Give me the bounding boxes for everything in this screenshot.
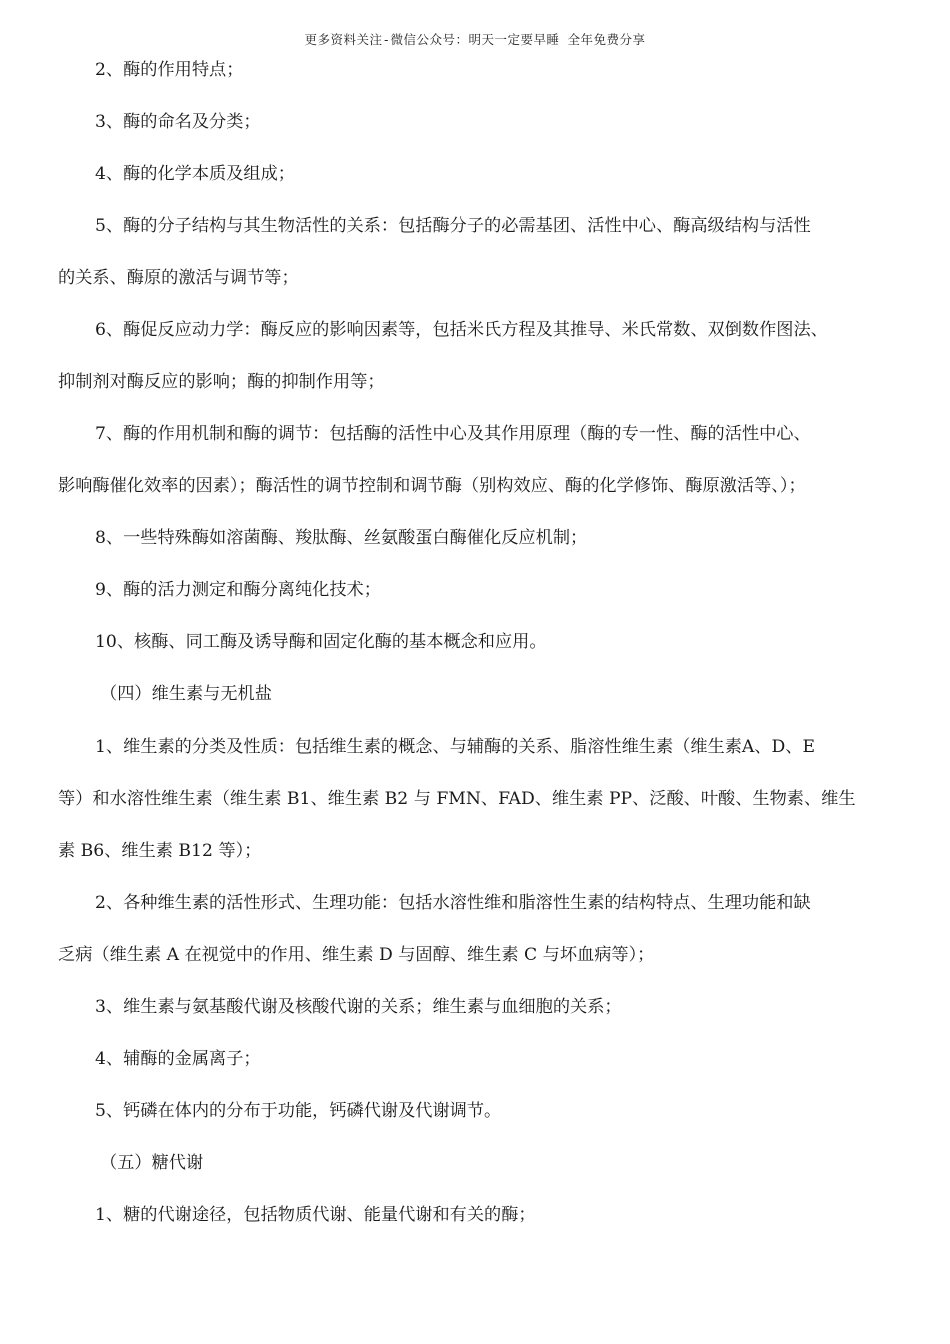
list-item-continuation: 影响酶催化效率的因素）；酶活性的调节控制和调节酶（别构效应、酶的化学修饰、酶原激活等、）；	[58, 476, 806, 496]
list-item-continuation: 乏病（维生素 A 在视觉中的作用、维生素 D 与固醇、维生素 C 与坏血病等）；	[58, 945, 655, 965]
list-item-continuation: 素 B6、维生素 B12 等）；	[58, 841, 262, 861]
list-item-continuation: 的关系、酶原的激活与调节等；	[58, 268, 299, 288]
list-item-continuation: 抑制剂对酶反应的影响；酶的抑制作用等；	[58, 372, 385, 392]
list-item-continuation: 等）和水溶性维生素（维生素 B1、维生素 B2 与 FMN、FAD、维生素 PP、泛酸、叶酸、生物素、维生	[58, 789, 856, 809]
list-item: 1、维生素的分类及性质：包括维生素的概念、与辅酶的关系、脂溶性维生素（维生素A、D、E	[95, 737, 815, 757]
section-heading: （四）维生素与无机盐	[100, 684, 272, 704]
list-item: 2、各种维生素的活性形式、生理功能：包括水溶性维和脂溶性生素的结构特点、生理功能和缺	[95, 893, 811, 913]
list-item: 4、辅酶的金属离子；	[95, 1049, 261, 1069]
list-item: 2、酶的作用特点；	[95, 60, 244, 80]
list-item: 10、核酶、同工酶及诱导酶和固定化酶的基本概念和应用。	[95, 632, 547, 652]
section-heading: （五）糖代谢	[100, 1153, 204, 1173]
list-item: 6、酶促反应动力学：酶反应的影响因素等，包括米氏方程及其推导、米氏常数、双倒数作图法、	[95, 320, 828, 340]
list-item: 1、糖的代谢途径，包括物质代谢、能量代谢和有关的酶；	[95, 1205, 536, 1225]
list-item: 4、酶的化学本质及组成；	[95, 164, 295, 184]
list-item: 5、钙磷在体内的分布于功能，钙磷代谢及代谢调节。	[95, 1101, 502, 1121]
page-header-note: 更多资料关注-微信公众号：明天一定要早睡 全年免费分享	[304, 32, 646, 47]
list-item: 3、酶的命名及分类；	[95, 112, 261, 132]
list-item: 9、酶的活力测定和酶分离纯化技术；	[95, 580, 381, 600]
list-item: 3、维生素与氨基酸代谢及核酸代谢的关系；维生素与血细胞的关系；	[95, 997, 622, 1017]
list-item: 8、一些特殊酶如溶菌酶、羧肽酶、丝氨酸蛋白酶催化反应机制；	[95, 528, 588, 548]
list-item: 7、酶的作用机制和酶的调节：包括酶的活性中心及其作用原理（酶的专一性、酶的活性中心、	[95, 424, 811, 444]
list-item: 5、酶的分子结构与其生物活性的关系：包括酶分子的必需基团、活性中心、酶高级结构与活性	[95, 216, 811, 236]
